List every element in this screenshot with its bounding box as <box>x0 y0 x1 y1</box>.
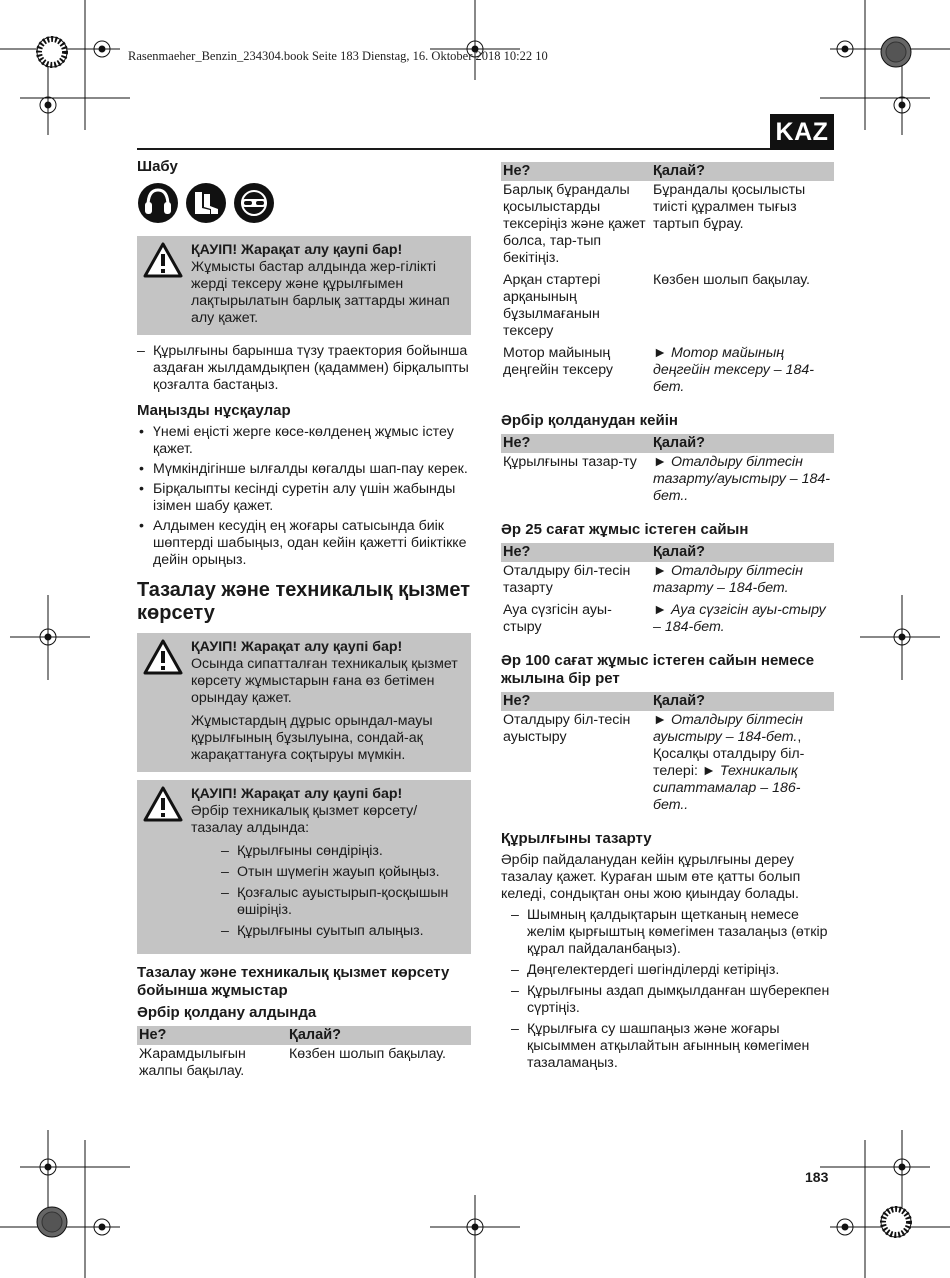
table-cell: ► Оталдыру білтесін тазарту/ауыстыру – 184-бет.. <box>653 454 830 504</box>
table-cell: Оталдыру біл-тесін ауыстыру <box>503 712 631 745</box>
table-cell: Бұрандалы қосылысты тиісті құралмен тығыз тартып бұрау. <box>653 182 806 232</box>
list-item: • Үнемі еңісті жерге көсе-көлденең жұмыс істеу қажет. <box>137 424 471 458</box>
every-25h-title: Әр 25 сағат жұмыс істеген сайын <box>501 521 749 538</box>
danger-title: ҚАУІП! Жарақат алу қаупі бар! <box>191 639 403 655</box>
warning-triangle-icon <box>143 639 183 675</box>
table-cell: Құрылғыны тазар-ту <box>503 454 637 470</box>
table-cell: Барлық бұрандалы қосылыстарды тексеріңіз және қажет болса, тар-тып бекітіңіз. <box>503 182 646 266</box>
danger-text: Жұмысты бастар алдында жер-гілікті жерді тексеру және құрылғымен лақтырылатын барлық заттарды жинап алу қажет. <box>191 259 450 326</box>
book-header-line: Rasenmaeher_Benzin_234304.book Seite 183 Dienstag, 16. Oktober 2018 10:22 10 <box>128 49 548 63</box>
language-tab: KAZ <box>770 114 834 150</box>
danger-title: ҚАУІП! Жарақат алу қаупі бар! <box>191 786 403 802</box>
danger-notice <box>137 633 471 772</box>
before-use-table <box>137 1026 471 1084</box>
every-100h-table <box>501 692 834 818</box>
danger-text: Жұмыстардың дұрыс орындал-мауы құрылғының бұзылуына, сондай-ақ жарақаттануға соқтыруы мүмкін. <box>191 713 433 763</box>
important-notes-title: Маңызды нұсқаулар <box>137 402 291 419</box>
danger-text: Әрбір техникалық қызмет көрсету/ тазалау алдында: <box>191 803 418 836</box>
cleaning-steps <box>501 907 834 1072</box>
danger-notice <box>137 780 471 954</box>
device-cleaning-title: Құрылғыны тазарту <box>501 830 652 847</box>
list-item: – Қозғалыс ауыстырып-қосқышын өшіріңіз. <box>221 885 463 919</box>
table-row <box>501 181 834 271</box>
list-item: – Құрылғыны сөндіріңіз. <box>221 843 463 860</box>
table-cell: ► Ауа сүзгісін ауы-стыру – 184-бет. <box>653 602 826 635</box>
table-cell: Көзбен шолып бақылау. <box>653 272 810 288</box>
every-25h-table <box>501 543 834 640</box>
spare-parts-text: , Қосалқы оталдыру біл-телері: ► <box>653 729 805 779</box>
table-header-row <box>501 543 834 562</box>
cleaning-intro: Әрбір пайдаланудан кейін құрылғыны дереу тазалау қажет. Кураған шым өте қатты болып келеді, сондықтан оны жою қиындау болады. <box>501 852 801 902</box>
list-item: • Бірқалыпты кесінді суретін алу үшін жабынды ізімен шабу қажет. <box>137 481 471 515</box>
danger-steps <box>191 843 463 940</box>
cross-reference: Техникалық сипаттамалар – 186-бет.. <box>653 763 801 813</box>
list-item: – Құрылғыға су шашпаңыз және жоғары қысыммен атқылайтын ағынның көмегімен тазаламаңыз. <box>511 1021 834 1072</box>
table-cell: Оталдыру біл-тесін тазарту <box>503 563 631 596</box>
ppe-icons <box>137 182 471 224</box>
table-row <box>501 562 834 601</box>
after-use-title: Әрбір қолданудан кейін <box>501 412 678 429</box>
table-header-row <box>501 162 834 181</box>
table-row <box>501 453 834 509</box>
left-column <box>137 158 471 1096</box>
column-header: Қалай? <box>651 434 834 453</box>
list-item: • Алдымен кесудің ең жоғары сатысында биік шөптерді шабыңыз, одан кейін қажетті биіктікке дейін орыңыз. <box>137 518 471 569</box>
right-column <box>501 162 834 1076</box>
warning-triangle-icon <box>143 242 183 278</box>
table-row <box>501 271 834 344</box>
maintenance-table-top <box>501 162 834 400</box>
table-cell: ► Оталдыру білтесін тазарту – 184-бет. <box>653 563 803 596</box>
table-header-row <box>501 692 834 711</box>
table-row <box>501 711 834 818</box>
danger-text: Осында сипатталған техникалық қызмет көрсету жұмыстарын ғана өз бетімен орындау қажет. <box>191 656 458 706</box>
table-cell: Арқан стартері арқанының бұзылмағанын тексеру <box>503 272 601 339</box>
warning-triangle-icon <box>143 786 183 822</box>
column-header: Не? <box>501 692 651 711</box>
before-use-title: Әрбір қолдану алдында <box>137 1004 317 1021</box>
table-cell: Жарамдылығын жалпы бақылау. <box>139 1046 246 1079</box>
mow-start-text: – Құрылғыны барынша түзу траектория бойынша аздаған жылдамдықпен (қадаммен) бірқалыпты қозғалта бастаңыз. <box>137 343 471 394</box>
header-rule <box>137 148 834 150</box>
danger-notice <box>137 236 471 335</box>
maintenance-title: Тазалау және техникалық қызмет көрсету <box>137 579 471 624</box>
list-item: – Құрылғыны суытып алыңыз. <box>221 923 463 940</box>
column-header: Не? <box>501 543 651 562</box>
safety-boots-icon <box>185 182 227 224</box>
column-header: Не? <box>137 1026 287 1045</box>
column-header: Не? <box>501 162 651 181</box>
after-use-table <box>501 434 834 509</box>
table-row <box>501 601 834 640</box>
table-cell: ► Мотор майының деңгейін тексеру – 184-бет. <box>653 345 814 395</box>
column-header: Қалай? <box>651 543 834 562</box>
table-cell: Ауа сүзгісін ауы-стыру <box>503 602 612 635</box>
table-cell <box>651 711 834 818</box>
column-header: Қалай? <box>651 162 834 181</box>
cross-reference: ► Оталдыру білтесін ауыстыру – 184-бет. <box>653 712 803 745</box>
table-row <box>137 1045 471 1084</box>
list-item: – Дөңгелектердегі шөгінділерді кетіріңіз. <box>511 962 834 979</box>
table-cell: Мотор майының деңгейін тексеру <box>503 345 614 378</box>
table-header-row <box>501 434 834 453</box>
table-row <box>501 344 834 400</box>
mowing-title: Шабу <box>137 158 178 175</box>
column-header: Қалай? <box>651 692 834 711</box>
list-item: • Мүмкіндігінше ылғалды көгалды шап-пау керек. <box>137 461 471 478</box>
list-item: – Отын шүмегін жауып қойыңыз. <box>221 864 463 881</box>
list-item: – Шымның қалдықтарын щетканың немесе желім қырғыштың көмегімен тазалаңыз (өткір құрал пайдаланбаңыз). <box>511 907 834 958</box>
safety-goggles-icon <box>233 182 275 224</box>
works-title: Тазалау және техникалық қызмет көрсету бойынша жұмыстар <box>137 964 450 999</box>
column-header: Не? <box>501 434 651 453</box>
ear-protection-icon <box>137 182 179 224</box>
column-header: Қалай? <box>287 1026 471 1045</box>
list-item: – Құрылғыны аздап дымқылданған шүберекпен сүртіңіз. <box>511 983 834 1017</box>
page-number: 183 <box>805 1169 829 1185</box>
table-header-row <box>137 1026 471 1045</box>
every-100h-title: Әр 100 сағат жұмыс істеген сайын немесе жылына бір рет <box>501 652 815 687</box>
table-cell: Көзбен шолып бақылау. <box>289 1046 446 1062</box>
danger-title: ҚАУІП! Жарақат алу қаупі бар! <box>191 242 403 258</box>
